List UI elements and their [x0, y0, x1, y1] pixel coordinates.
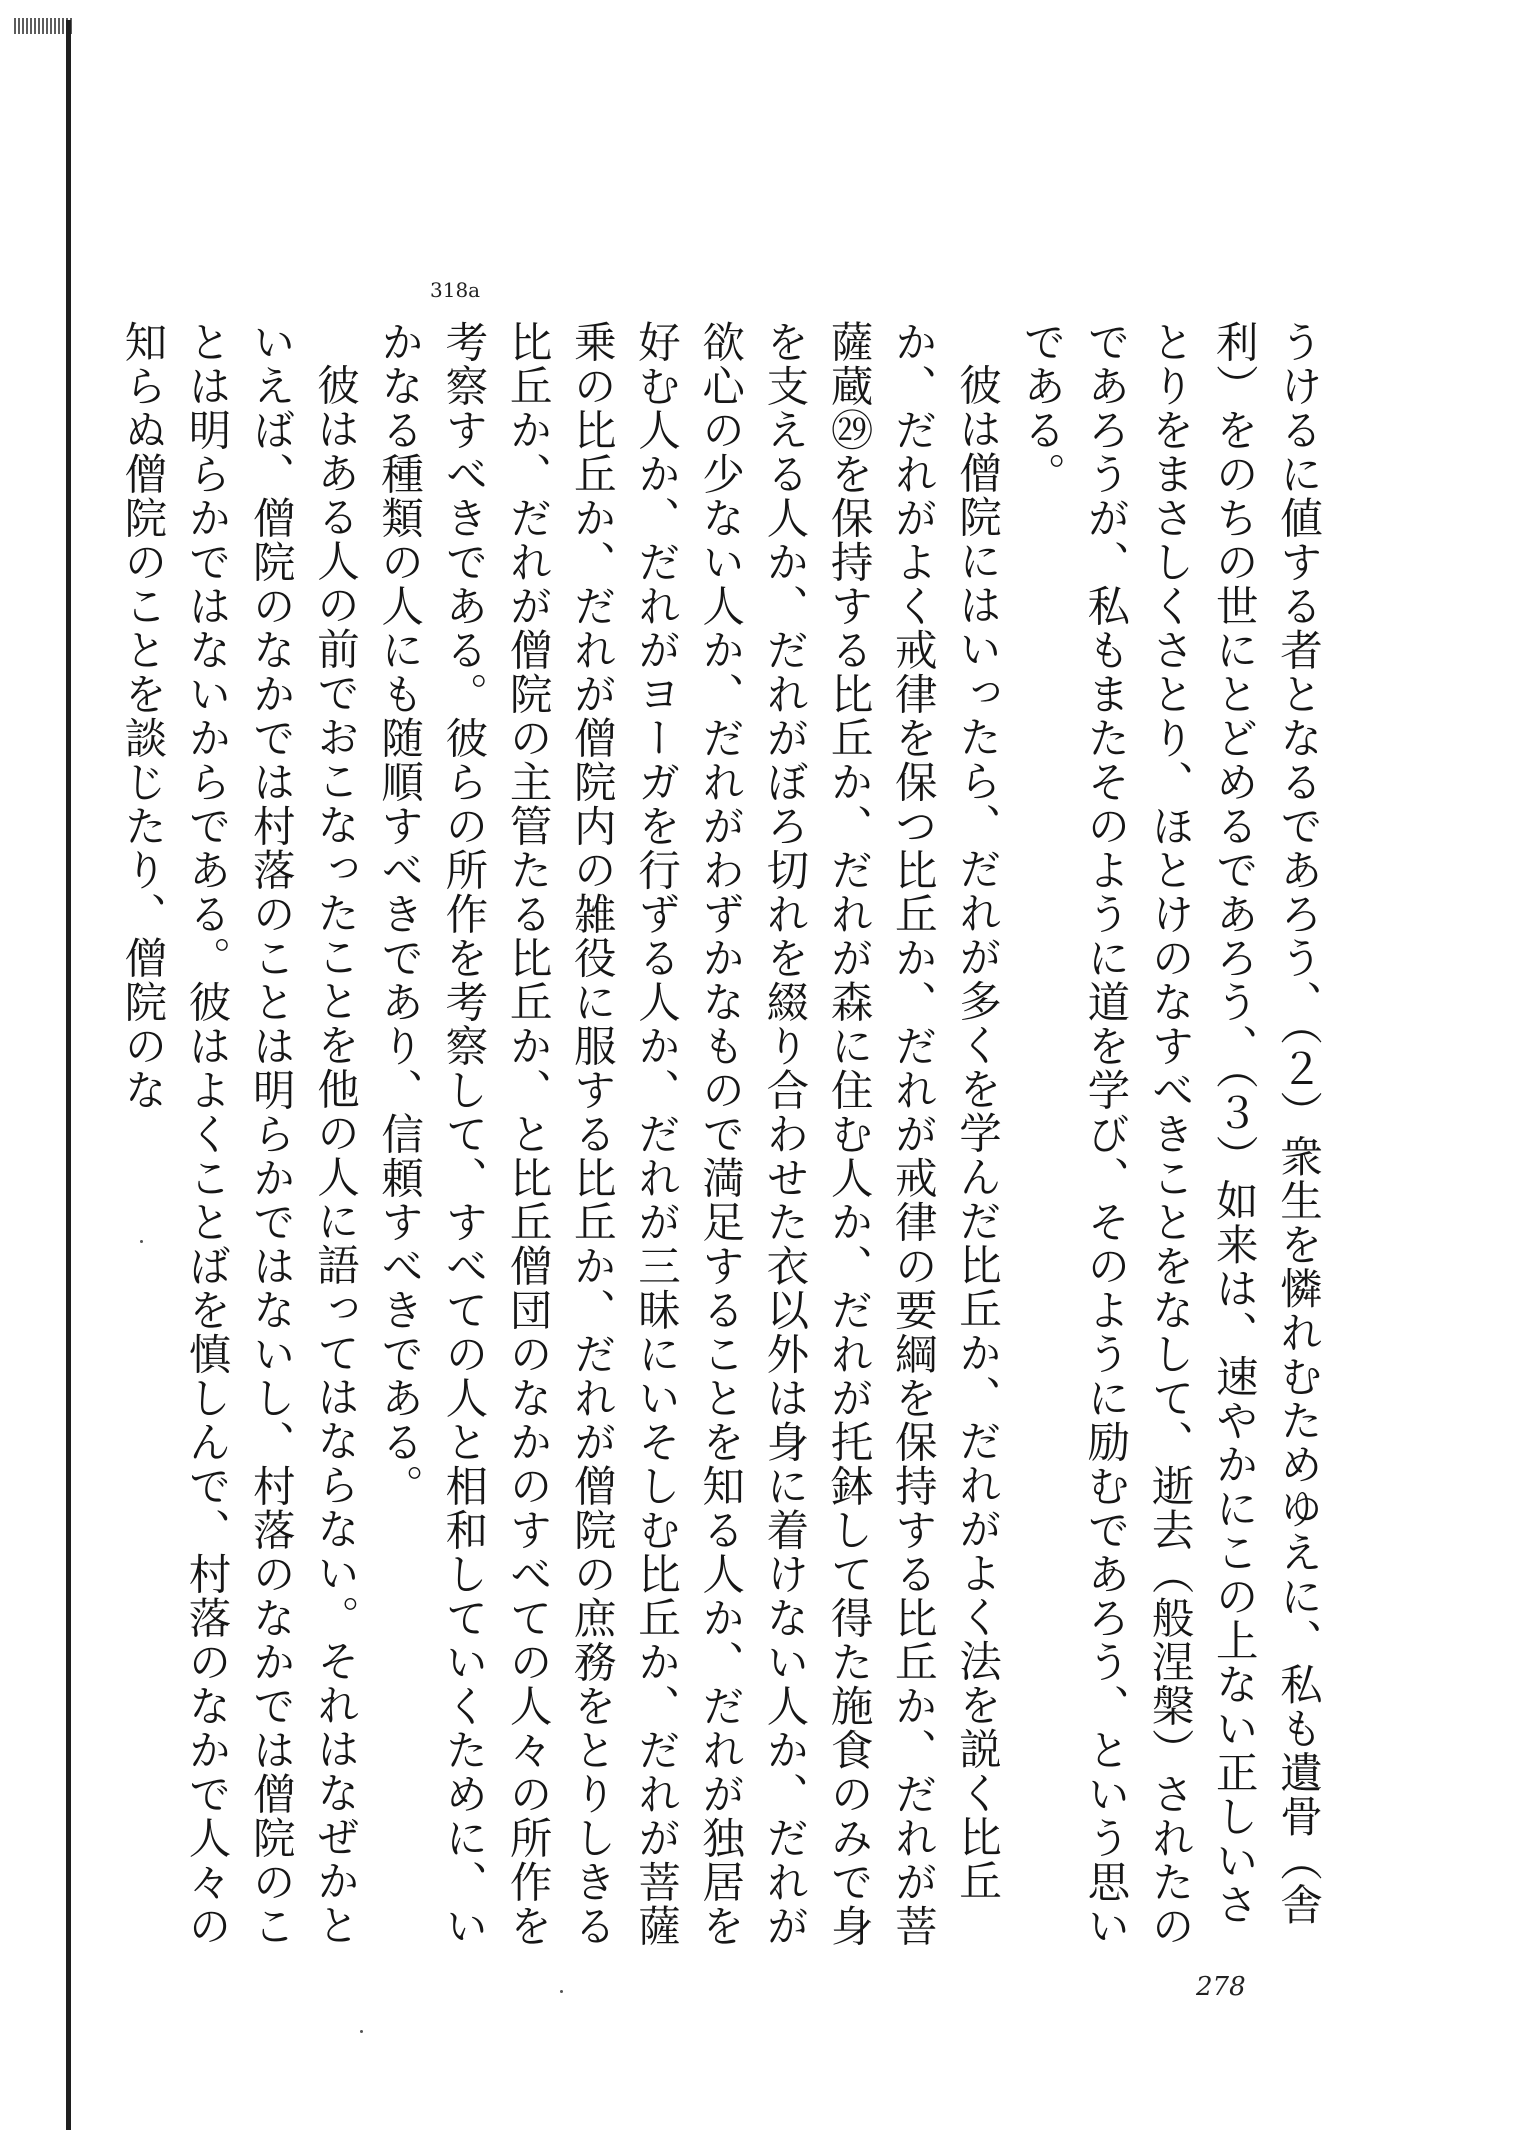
paragraph-3: 彼はある人の前でおこなったことを他の人に語ってはならない。それはなぜかといえば、僧院のなかでは村落のことは明らかではないし、村落のなかでは僧院のことは明らかではないからである。彼はよくことばを慎しんで、村落のなかで人々の知らぬ僧院のことを談じたり、僧院のな [117, 320, 359, 1948]
binding-edge-line [66, 20, 71, 2130]
vertical-text-body [117, 320, 1329, 1960]
binding-mark [14, 18, 72, 34]
page-number: 278 [1196, 1972, 1246, 2002]
scan-speck [140, 1240, 143, 1243]
paragraph-2: 彼は僧院にはいったら、だれが多くを学んだ比丘か、だれがよく法を説く比丘か、だれがよく戒律を保つ比丘か、だれが戒律の要綱を保持する比丘か、だれが菩薩蔵㉙を保持する比丘か、だれが森に住む人か、だれが托鉢して得た施食のみで身を支える人か、だれがぼろ切れを綴り合わせた衣以外は身に着けない人か、だれが欲心の少ない人か、だれがわずかなもので満足することを知る人か、だれが独居を好む人か、だれがヨーガを行ずる人か、だれが三昧にいそしむ比丘か、だれが菩薩乗の比丘か、だれが僧院内の雑役に服する比丘か、だれが僧院の庶務をとりしきる比丘か、だれが僧院の主管たる比丘か、と比丘僧団のなかのすべての人々の所作を考察すべきである。彼らの所作を考察して、すべての人と相和していくために、いかなる種類の人にも随順すべきであり、信頼すべきである。 [374, 320, 1001, 1948]
margin-reference: 318a [430, 278, 481, 302]
paragraph-1: うけるに値する者となるであろう、（２）衆生を憐れむためゆえに、私も遺骨（舎利）をのちの世にとどめるであろう、（３）如来は、速やかにこの上ない正しいさとりをまさしくさとり、ほとけのなすべきことをなして、逝去（般涅槃）されたのであろうが、私もまたそのように道を学び、そのように励むであろう、という思いである。 [1016, 320, 1322, 1948]
scan-speck [560, 1990, 563, 1993]
scan-speck [360, 2030, 363, 2033]
